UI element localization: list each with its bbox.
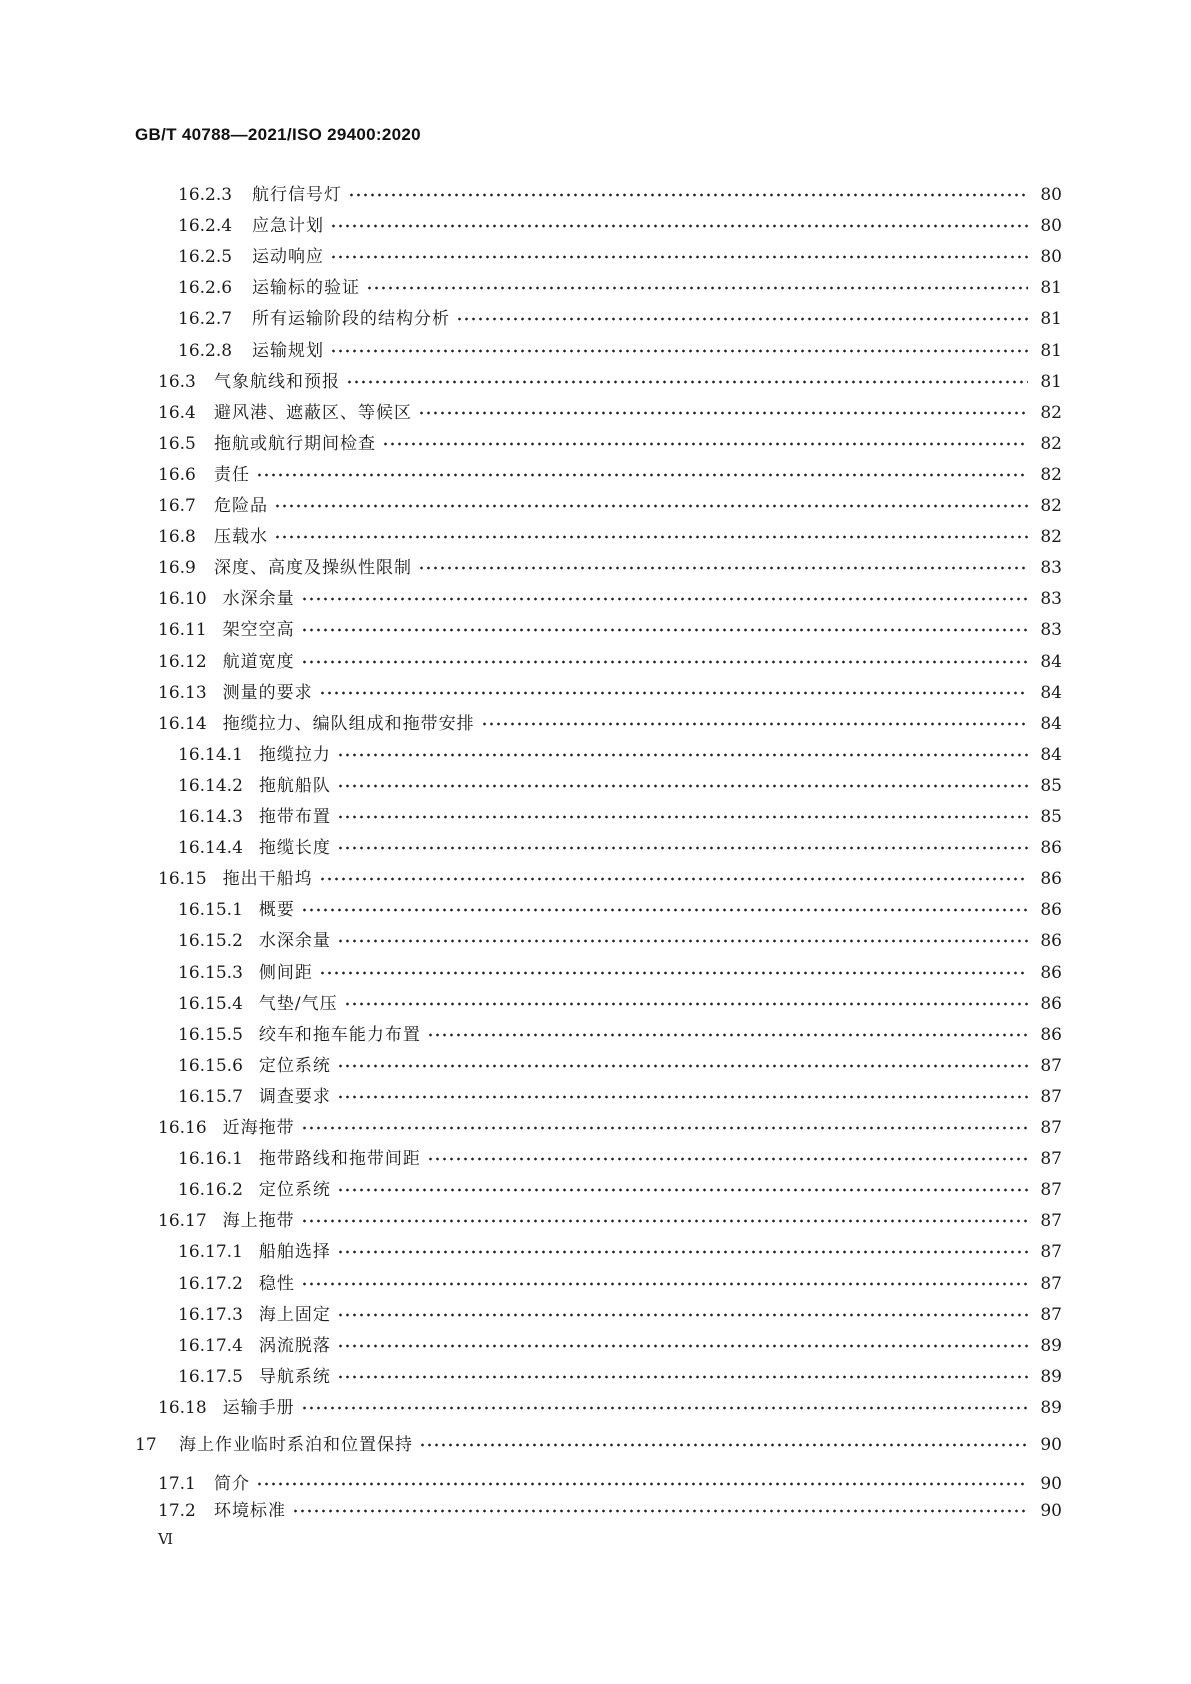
toc-entry[interactable]: [178, 304, 1062, 334]
toc-entry-page: 85: [1040, 807, 1062, 827]
toc-entry-title: 稳性: [258, 1273, 295, 1294]
toc-entry-number: 16.15.5: [178, 1024, 243, 1045]
toc-entry-number: 16.14: [158, 713, 207, 734]
toc-entry-page: 87: [1040, 1180, 1062, 1201]
toc-entry-number: 16.10: [158, 589, 207, 610]
toc-entry-title: 近海拖带: [222, 1118, 295, 1138]
page-number: Ⅵ: [158, 1530, 174, 1548]
toc-entry[interactable]: [158, 1496, 1062, 1526]
toc-entry[interactable]: [158, 1469, 1062, 1499]
toc-entry-number: 17.2: [158, 1501, 196, 1522]
toc-entry-number: 16.15.3: [178, 962, 243, 983]
toc-entry-number: 16.16.1: [178, 1149, 243, 1170]
toc-entry[interactable]: [158, 553, 1062, 583]
toc-entry-number: 16.18: [158, 1397, 207, 1418]
toc-entry-page: 87: [1040, 1149, 1062, 1170]
toc-entry-title: 拖缆长度: [258, 838, 331, 859]
toc-entry-title: 导航系统: [258, 1366, 331, 1387]
toc-entry-title: 简介: [214, 1474, 250, 1495]
toc-entry-number: 16.7: [158, 496, 196, 516]
toc-entry[interactable]: [178, 1269, 1062, 1299]
dot-leader: [419, 1430, 1028, 1460]
dot-leader: [337, 1175, 1028, 1205]
toc-entry[interactable]: [178, 1300, 1062, 1330]
dot-leader: [301, 647, 1028, 677]
toc-entry[interactable]: [158, 615, 1062, 645]
toc-entry-number: 17: [135, 1435, 157, 1455]
dot-leader: [337, 1331, 1028, 1361]
toc-entry-number: 16.14.2: [178, 775, 243, 796]
toc-entry-page: 84: [1040, 651, 1062, 672]
dot-leader: [337, 740, 1028, 770]
toc-entry-page: 82: [1040, 496, 1062, 516]
toc-entry-page: 84: [1040, 682, 1062, 703]
toc-entry-page: 90: [1040, 1474, 1062, 1495]
toc-entry-number: 16.11: [158, 620, 207, 641]
toc-entry-title: 拖带布置: [258, 807, 331, 827]
toc-entry-page: 89: [1040, 1335, 1062, 1356]
document-header: GB/T 40788—2021/ISO 29400:2020: [135, 125, 421, 144]
toc-entry[interactable]: [178, 740, 1062, 770]
toc-entry-number: 17.1: [158, 1474, 196, 1495]
dot-leader: [301, 584, 1028, 614]
toc-entry-number: 16.15.6: [178, 1055, 243, 1076]
toc-entry-number: 16.8: [158, 527, 196, 548]
toc-entry-title: 拖缆拉力: [258, 744, 331, 765]
toc-entry-number: 16.17.1: [178, 1242, 243, 1263]
toc-entry-number: 16.9: [158, 558, 196, 579]
toc-entry-page: 86: [1040, 869, 1062, 890]
toc-entry[interactable]: [158, 647, 1062, 677]
toc-entry-title: 侧间距: [258, 962, 313, 983]
dot-leader: [366, 273, 1028, 303]
toc-entry[interactable]: [158, 678, 1062, 708]
toc-entry[interactable]: [178, 211, 1062, 241]
dot-leader: [301, 1393, 1028, 1423]
toc-entry-number: 16.17.3: [178, 1304, 243, 1325]
toc-entry-number: 16.15.7: [178, 1086, 243, 1107]
toc-entry[interactable]: [158, 522, 1062, 552]
toc-entry-number: 16.2.3: [178, 185, 233, 205]
toc-entry-page: 87: [1040, 1273, 1062, 1294]
toc-entry-page: 87: [1040, 1304, 1062, 1325]
toc-entry-title: 船舶选择: [258, 1242, 331, 1263]
toc-entry[interactable]: [158, 398, 1062, 428]
toc-entry-number: 16.17: [158, 1211, 207, 1232]
toc-entry-title: 定位系统: [258, 1180, 331, 1201]
dot-leader: [319, 958, 1028, 988]
dot-leader: [301, 895, 1028, 925]
toc-entry[interactable]: [158, 709, 1062, 739]
toc-entry-number: 16.2.5: [178, 247, 233, 268]
toc-entry[interactable]: [158, 460, 1062, 490]
dot-leader: [337, 1051, 1028, 1081]
dot-leader: [337, 1362, 1028, 1392]
toc-entry-title: 所有运输阶段的结构分析: [252, 309, 450, 330]
toc-entry-page: 89: [1040, 1366, 1062, 1387]
dot-leader: [301, 1206, 1028, 1236]
toc-entry-number: 16.16: [158, 1118, 207, 1138]
toc-entry-page: 85: [1040, 775, 1062, 796]
toc-entry-number: 16.13: [158, 682, 207, 703]
dot-leader: [256, 1469, 1028, 1499]
dot-leader: [330, 211, 1028, 241]
toc-entry-number: 16.6: [158, 464, 196, 485]
toc-entry-title: 运输标的验证: [252, 278, 360, 299]
toc-entry-title: 危险品: [214, 496, 268, 516]
dot-leader: [301, 1269, 1028, 1299]
toc-entry-page: 86: [1040, 962, 1062, 983]
toc-entry-title: 环境标准: [214, 1501, 286, 1522]
toc-entry-page: 81: [1040, 340, 1062, 361]
toc-entry[interactable]: [178, 1237, 1062, 1267]
toc-entry[interactable]: [178, 958, 1062, 988]
toc-entry-page: 82: [1040, 527, 1062, 548]
toc-entry-page: 87: [1040, 1211, 1062, 1232]
toc-entry-number: 16.2.8: [178, 340, 233, 361]
toc-entry-number: 16.2.7: [178, 309, 233, 330]
toc-entry-number: 16.17.5: [178, 1366, 243, 1387]
toc-entry-page: 83: [1040, 558, 1062, 579]
toc-entry-number: 16.14.4: [178, 838, 243, 859]
toc-entry-title: 水深余量: [222, 589, 295, 610]
toc-entry[interactable]: [158, 1393, 1062, 1423]
dot-leader: [301, 1113, 1028, 1143]
toc-entry[interactable]: [158, 1206, 1062, 1236]
dot-leader: [481, 709, 1028, 739]
toc-entry[interactable]: [178, 771, 1062, 801]
toc-entry-title: 航行信号灯: [252, 185, 342, 205]
toc-entry[interactable]: [178, 833, 1062, 863]
toc-entry-title: 压载水: [214, 527, 268, 548]
toc-entry-page: 82: [1040, 464, 1062, 485]
dot-leader: [330, 336, 1028, 366]
dot-leader: [456, 304, 1028, 334]
toc-entry-page: 81: [1040, 278, 1062, 299]
toc-entry-page: 87: [1040, 1086, 1062, 1107]
dot-leader: [274, 491, 1028, 521]
toc-entry[interactable]: [178, 273, 1062, 303]
toc-entry-number: 16.16.2: [178, 1180, 243, 1201]
toc-entry-title: 避风港、遮蔽区、等候区: [214, 402, 412, 423]
toc-entry[interactable]: [178, 926, 1062, 956]
toc-entry-page: 83: [1040, 589, 1062, 610]
dot-leader: [337, 1237, 1028, 1267]
toc-entry[interactable]: [178, 1020, 1062, 1050]
toc-entry-number: 16.15: [158, 869, 207, 890]
toc-entry-page: 83: [1040, 620, 1062, 641]
toc-entry-page: 90: [1040, 1435, 1062, 1455]
toc-entry-title: 海上固定: [258, 1304, 331, 1325]
toc-entry-number: 16.2.6: [178, 278, 233, 299]
toc-entry-page: 90: [1040, 1501, 1062, 1522]
toc-entry-title: 气象航线和预报: [214, 371, 340, 392]
toc-entry-title: 水深余量: [258, 931, 331, 952]
toc-entry-page: 86: [1040, 900, 1062, 921]
toc-entry-page: 86: [1040, 931, 1062, 952]
dot-leader: [418, 398, 1028, 428]
toc-entry-title: 深度、高度及操纵性限制: [214, 558, 412, 579]
toc-entry-number: 16.15.1: [178, 900, 243, 921]
toc-entry-number: 16.14.3: [178, 807, 243, 827]
toc-entry-title: 测量的要求: [222, 682, 313, 703]
dot-leader: [418, 553, 1028, 583]
toc-entry[interactable]: [178, 336, 1062, 366]
toc-entry-number: 16.15.2: [178, 931, 243, 952]
toc-entry-page: 80: [1040, 185, 1062, 205]
toc-entry-number: 16.17.4: [178, 1335, 243, 1356]
toc-entry-page: 87: [1040, 1055, 1062, 1076]
dot-leader: [337, 1082, 1028, 1112]
toc-entry[interactable]: [178, 989, 1062, 1019]
toc-entry[interactable]: [158, 864, 1062, 894]
toc-entry[interactable]: [178, 1175, 1062, 1205]
toc-entry[interactable]: [178, 1051, 1062, 1081]
toc-entry-number: 16.5: [158, 433, 196, 454]
dot-leader: [301, 615, 1028, 645]
toc-entry-page: 87: [1040, 1242, 1062, 1263]
dot-leader: [344, 989, 1028, 1019]
dot-leader: [427, 1144, 1028, 1174]
toc-entry-page: 80: [1040, 216, 1062, 237]
toc-entry-page: 86: [1040, 838, 1062, 859]
toc-entry-page: 82: [1040, 402, 1062, 423]
toc-entry[interactable]: [135, 1430, 1062, 1460]
toc-entry-page: 80: [1040, 247, 1062, 268]
toc-entry[interactable]: [178, 802, 1062, 832]
dot-leader: [319, 864, 1028, 894]
toc-entry-title: 运动响应: [252, 247, 324, 268]
toc-entry-title: 海上拖带: [222, 1211, 295, 1232]
dot-leader: [346, 367, 1028, 397]
dot-leader: [292, 1496, 1028, 1526]
toc-entry-title: 海上作业临时系泊和位置保持: [179, 1435, 413, 1455]
toc-entry-number: 16.3: [158, 371, 196, 392]
toc-entry-number: 16.12: [158, 651, 207, 672]
toc-entry-title: 调查要求: [258, 1086, 331, 1107]
toc-entry-number: 16.4: [158, 402, 196, 423]
toc-entry-title: 航道宽度: [222, 651, 295, 672]
dot-leader: [274, 522, 1028, 552]
dot-leader: [256, 460, 1028, 490]
toc-entry-page: 87: [1040, 1118, 1062, 1138]
toc-entry-page: 86: [1040, 1024, 1062, 1045]
toc-entry-title: 绞车和拖车能力布置: [258, 1024, 421, 1045]
toc-entry[interactable]: [158, 584, 1062, 614]
toc-entry[interactable]: [178, 1362, 1062, 1392]
toc-entry[interactable]: [178, 1331, 1062, 1361]
toc-entry-page: 84: [1040, 744, 1062, 765]
dot-leader: [319, 678, 1028, 708]
toc-entry-title: 应急计划: [252, 216, 324, 237]
toc-entry[interactable]: [178, 895, 1062, 925]
toc-entry-title: 定位系统: [258, 1055, 331, 1076]
toc-entry-page: 86: [1040, 993, 1062, 1014]
dot-leader: [337, 926, 1028, 956]
toc-entry-title: 拖出干船坞: [222, 869, 313, 890]
toc-entry-number: 16.2.4: [178, 216, 233, 237]
toc-entry-page: 89: [1040, 1397, 1062, 1418]
toc-entry-title: 架空空高: [222, 620, 295, 641]
toc-entry-title: 运输规划: [252, 340, 324, 361]
dot-leader: [337, 833, 1028, 863]
toc-entry-page: 82: [1040, 433, 1062, 454]
toc-entry[interactable]: [178, 180, 1062, 210]
toc-entry-title: 运输手册: [222, 1397, 295, 1418]
toc-entry-title: 气垫/气压: [258, 993, 338, 1014]
toc-entry[interactable]: [178, 1144, 1062, 1174]
toc-entry[interactable]: [158, 429, 1062, 459]
dot-leader: [337, 802, 1028, 832]
toc-entry-title: 涡流脱落: [258, 1335, 331, 1356]
toc-entry[interactable]: [178, 1082, 1062, 1112]
toc-entry-title: 拖缆拉力、编队组成和拖带安排: [222, 713, 475, 734]
toc-entry-title: 拖带路线和拖带间距: [258, 1149, 421, 1170]
toc-entry[interactable]: [158, 367, 1062, 397]
dot-leader: [427, 1020, 1028, 1050]
toc-entry-title: 拖航或航行期间检查: [214, 433, 376, 454]
toc-entry-number: 16.15.4: [178, 993, 243, 1014]
toc-entry-number: 16.17.2: [178, 1273, 243, 1294]
toc-entry-number: 16.14.1: [178, 744, 243, 765]
toc-entry[interactable]: [158, 491, 1062, 521]
toc-entry-page: 81: [1040, 371, 1062, 392]
dot-leader: [337, 771, 1028, 801]
toc-entry-page: 84: [1040, 713, 1062, 734]
toc-entry[interactable]: [178, 242, 1062, 272]
toc-entry[interactable]: [158, 1113, 1062, 1143]
dot-leader: [337, 1300, 1028, 1330]
toc-entry-page: 81: [1040, 309, 1062, 330]
dot-leader: [382, 429, 1028, 459]
toc-entry-title: 拖航船队: [258, 775, 331, 796]
dot-leader: [348, 180, 1028, 210]
toc-entry-title: 责任: [214, 464, 250, 485]
toc-entry-title: 概要: [258, 900, 295, 921]
dot-leader: [330, 242, 1028, 272]
